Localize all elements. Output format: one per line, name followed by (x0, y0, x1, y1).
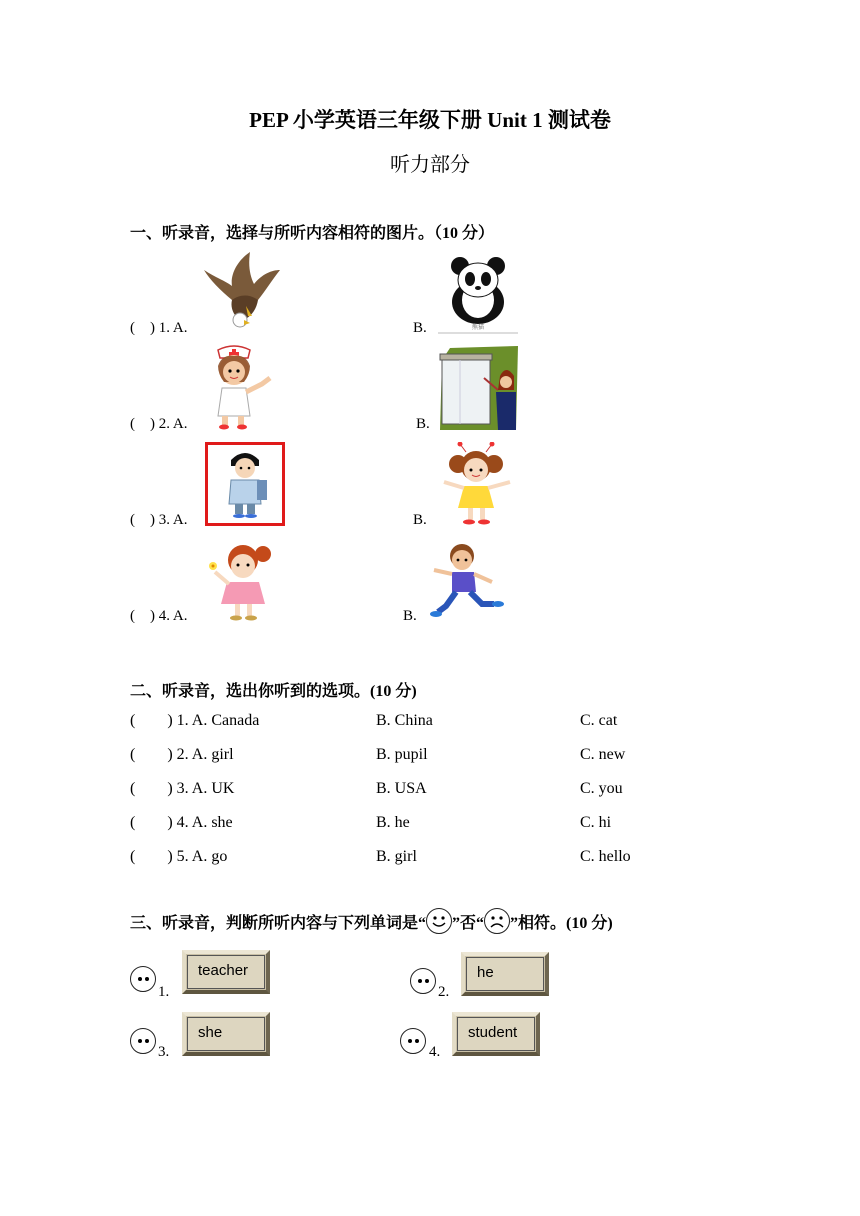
section3-heading-part-b: ”否“ (452, 915, 485, 932)
question3-label: ( ) 3. A. (130, 512, 188, 528)
question1-label: ( ) 1. A. (130, 320, 188, 336)
row1-option-a: ( ) 1. A. Canada (130, 712, 260, 729)
row5-option-b: B. girl (376, 848, 417, 865)
row1-option-c: C. cat (580, 712, 618, 729)
word-card-text: student (457, 1017, 535, 1051)
word-card-he (461, 952, 549, 996)
question1-option-b: B. (413, 320, 427, 336)
row5-option-c: C. hello (580, 848, 631, 865)
section2-row (130, 746, 750, 770)
row4-option-a: ( ) 4. A. she (130, 814, 233, 831)
eagle-image (202, 250, 282, 332)
section1-heading: 一、听录音，选择与所听内容相符的图片。（10 分） (130, 225, 495, 242)
section2-heading: 二、听录音，选出你听到的选项。(10 分) (130, 683, 417, 700)
row2-option-b: B. pupil (376, 746, 428, 763)
item4-number: 4. (429, 1044, 441, 1060)
row3-option-c: C. you (580, 780, 623, 797)
row3-option-b: B. USA (376, 780, 427, 797)
row4-option-b: B. he (376, 814, 410, 831)
section2-row (130, 848, 750, 872)
question4-option-b: B. (403, 608, 417, 624)
question4-label: ( ) 4. A. (130, 608, 188, 624)
word-card-she (182, 1012, 270, 1056)
item2-number: 2. (438, 984, 450, 1000)
row3-option-a: ( ) 3. A. UK (130, 780, 235, 797)
pupil-image (205, 442, 285, 526)
section2-row (130, 780, 750, 804)
section3-heading (130, 908, 613, 934)
happy-face-icon (426, 908, 452, 934)
girl-with-flower-image (203, 538, 283, 622)
teacher-image (438, 346, 520, 430)
blank-face-icon[interactable] (130, 966, 156, 992)
page-title: PEP 小学英语三年级下册 Unit 1 测试卷 (249, 108, 611, 132)
girl-image (436, 442, 518, 526)
row4-option-c: C. hi (580, 814, 612, 831)
section2-row (130, 814, 750, 838)
section3-heading-part-a: 三、听录音，判断所听内容与下列单词是“ (130, 915, 427, 932)
blank-face-icon[interactable] (400, 1028, 426, 1054)
row2-option-a: ( ) 2. A. girl (130, 746, 234, 763)
sad-face-icon (484, 908, 510, 934)
row2-option-c: C. new (580, 746, 626, 763)
word-card-text: he (466, 957, 544, 991)
item1-number: 1. (158, 984, 170, 1000)
word-card-text: teacher (187, 955, 265, 989)
row5-option-a: ( ) 5. A. go (130, 848, 228, 865)
blank-face-icon[interactable] (130, 1028, 156, 1054)
running-boy-image (428, 542, 504, 622)
question3-option-b: B. (413, 512, 427, 528)
item3-number: 3. (158, 1044, 170, 1060)
nurse-image (204, 344, 282, 430)
blank-face-icon[interactable] (410, 968, 436, 994)
word-card-teacher (182, 950, 270, 994)
row1-option-b: B. China (376, 712, 433, 729)
section2-row (130, 712, 750, 736)
panda-caption: 熊猫 (471, 325, 485, 331)
question2-label: ( ) 2. A. (130, 416, 188, 432)
page-subtitle: 听力部分 (390, 154, 470, 176)
word-card-text: she (187, 1017, 265, 1051)
word-card-student (452, 1012, 540, 1056)
panda-image (438, 254, 518, 334)
section3-heading-part-c: ”相符。(10 分) (510, 915, 613, 932)
question2-option-b: B. (416, 416, 430, 432)
